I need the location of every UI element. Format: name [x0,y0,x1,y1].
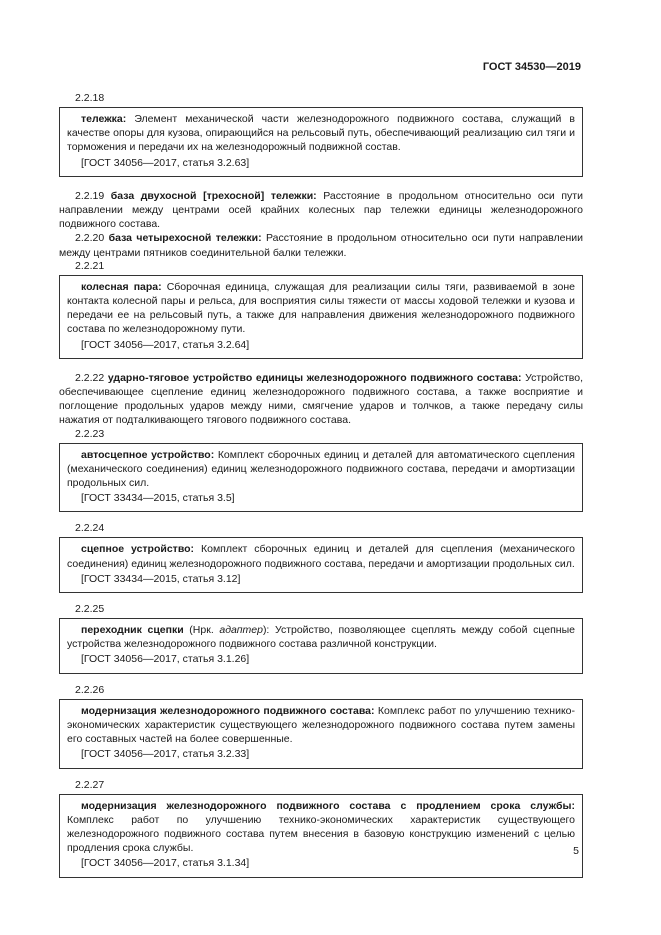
definition-paragraph [59,371,583,428]
definition-text: Комплект сборочных единиц и деталей для автоматического сцепления (механического соединения) единиц железнодорожного подвижного состава, передачи и амортизации продольных сил. [67,448,575,490]
entry-number: 2.2.23 [75,427,105,440]
definition-box [59,537,583,593]
entry-number: 2.2.20 [75,232,105,245]
definition-text: Расстояние в продольном относительно оси пути направлении между центрами пятников соединительной балки тележки. [59,232,583,259]
definition-text: Сборочная единица, служащая для реализации силы тяги, развиваемой в зоне контакта колесной пары и рельса, для восприятия силы тяжести от массы ходовой тележки и кузова и передачи ее на рельсовый путь, а также для направления движения железнодорожного подвижного состава по железнодорожному пути. [67,280,575,336]
deprecated-term: адаптер [219,624,263,637]
reference: [ГОСТ 33434—2015, статья 3.12] [81,572,241,585]
reference: [ГОСТ 34056—2017, статья 3.1.34] [81,857,250,870]
definition-text: Устройство, обеспечивающее сцепление единиц железнодорожного подвижного состава, а также восприятие и поглощение продольных ударов между ними, смягчение ударов и толчков, а также передачу силы нажатия от подталкивающего тягового подвижного состава. [59,371,584,427]
reference: [ГОСТ 34056—2017, статья 3.2.63] [81,156,250,169]
page-number: 5 [573,845,579,857]
entry-number: 2.2.24 [75,522,105,535]
term: база четырехосной тележки: [108,232,262,245]
entry-number: 2.2.26 [75,683,105,696]
entry-number: 2.2.25 [75,603,105,616]
reference: [ГОСТ 34056—2017, статья 3.2.33] [81,748,250,761]
definition-box [59,107,583,177]
term: база двухосной [трехосной] тележки: [110,189,317,202]
definition-box [59,443,583,513]
definition-text: Расстояние в продольном относительно оси пути направлении между центрами осей крайних колесных пар тележки единицы железнодорожного подвижного состава. [59,189,583,231]
definition-paragraph [59,189,583,232]
definition-text: ): Устройство, позволяющее сцеплять между собой сцепные устройства железнодорожного подвижного состава различной конструкции. [67,624,575,651]
term: колесная пара: [81,280,162,293]
entry-number: 2.2.22 [75,371,105,384]
document-header: ГОСТ 34530—2019 [482,61,581,73]
definition-text: Элемент механической части железнодорожного подвижного состава, служащий в качестве опоры для кузова, опирающийся на рельсовый путь, обеспечивающий реализацию сил тяги и торможения и передачи их на железнодорожный подвижной состав. [67,113,575,154]
term: автосцепное устройство: [81,448,215,461]
term: сцепное устройство: [81,543,195,556]
reference: [ГОСТ 34056—2017, статья 3.2.64] [81,338,250,351]
term: модернизация железнодорожного подвижного состава с продлением срока службы: [81,799,575,812]
entry-number: 2.2.19 [75,189,105,202]
entry-number: 2.2.21 [75,259,105,272]
definition-box [59,618,583,674]
definition-text: (Нрк. [183,624,220,637]
definition-box [59,699,583,769]
reference: [ГОСТ 33434—2015, статья 3.5] [81,492,235,505]
term: переходник сцепки [81,624,184,637]
document-body [59,92,583,878]
term: модернизация железнодорожного подвижного состава: [81,704,375,717]
entry-number: 2.2.27 [75,778,105,791]
entry-number: 2.2.18 [75,92,105,104]
term: ударно-тяговое устройство единицы железнодорожного подвижного состава: [107,371,522,384]
definition-paragraph [59,231,583,259]
reference: [ГОСТ 34056—2017, статья 3.1.26] [81,653,250,666]
definition-text: Комплекс работ по улучшению технико-экономических характеристик существующего железнодорожного подвижного состава путем замены его составных частей на более совершенные. [67,704,575,746]
definition-text: Комплект сборочных единиц и деталей для сцепления (механического соединения) единиц железнодорожного подвижного состава, передачи и амортизации продольных сил. [67,543,575,570]
definition-box [59,275,583,359]
term: тележка: [81,113,127,125]
definition-box [59,794,583,878]
definition-text: Комплекс работ по улучшению технико-экономических характеристик существующего железнодорожного подвижного состава путем внесения в базовую конструкцию изменений с целью продления срока службы. [67,813,575,855]
